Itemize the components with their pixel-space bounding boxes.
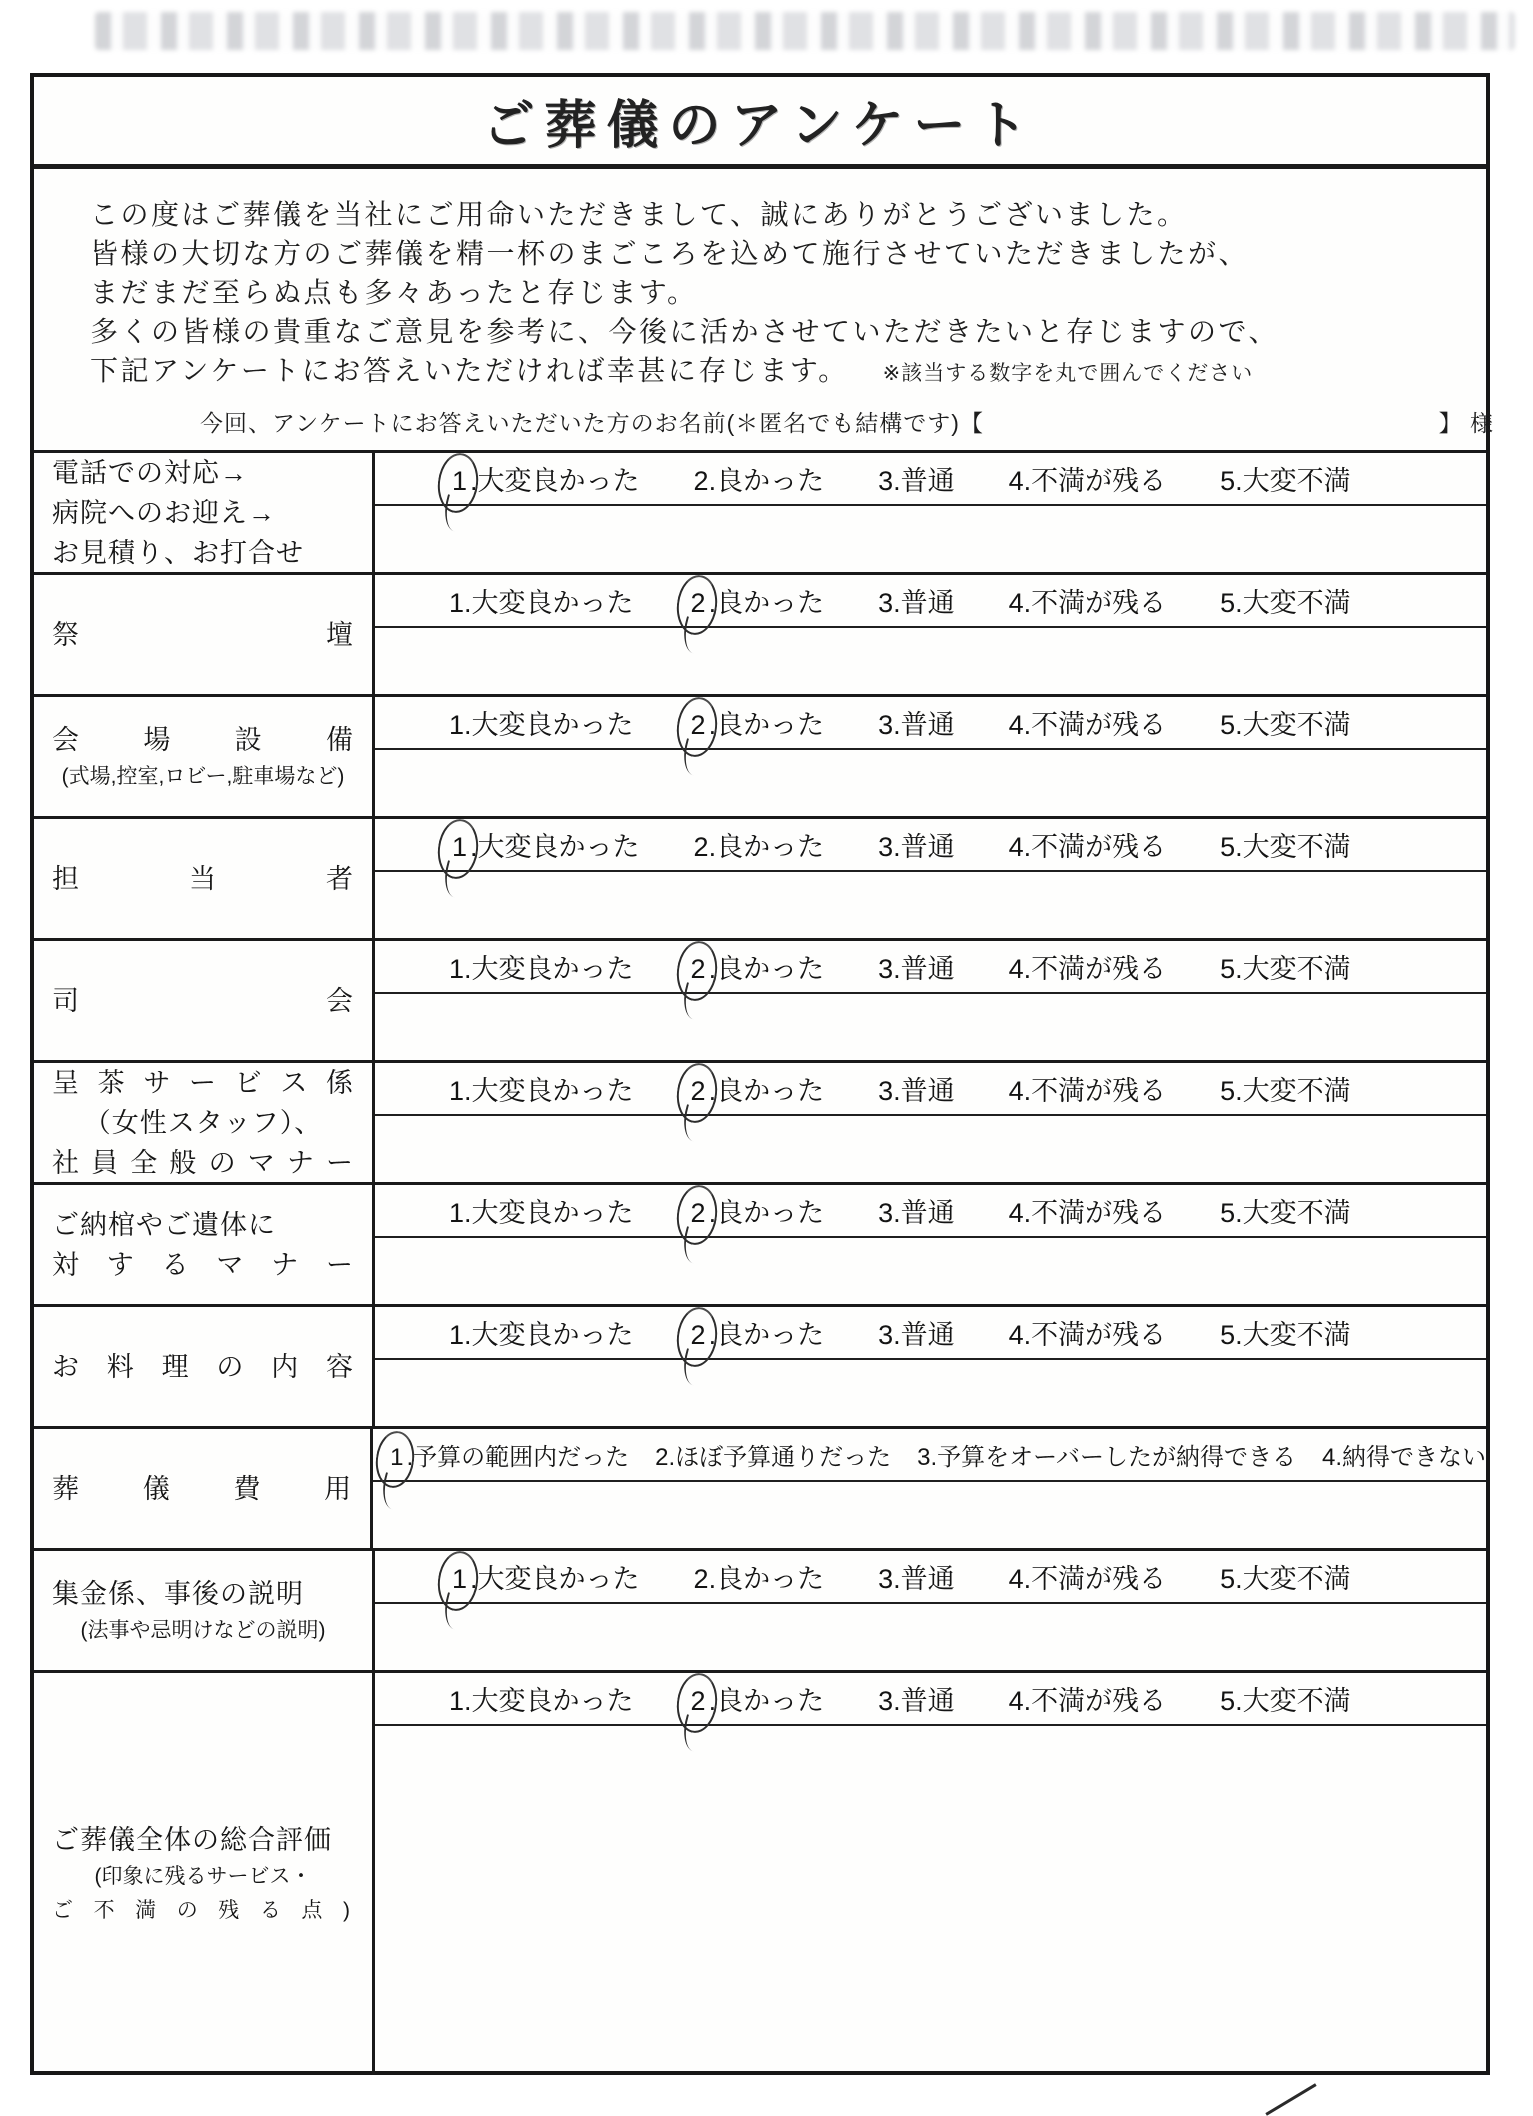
option-4: 4.不満が残る — [1008, 466, 1167, 496]
options-line — [375, 453, 1486, 506]
row-answers — [375, 1307, 1486, 1426]
intro-section — [34, 169, 1494, 450]
comment-space — [375, 1116, 1486, 1182]
options-line — [375, 941, 1486, 994]
comment-space — [375, 1726, 1486, 2075]
row-label-line: 社員全般のマナー — [52, 1147, 354, 1178]
survey-row — [34, 941, 1486, 1063]
option-4: 4.不満が残る — [1008, 1198, 1167, 1228]
row-label — [34, 697, 375, 816]
comment-space — [375, 750, 1486, 816]
row-label — [34, 1429, 373, 1548]
option-5: 5.大変不満 — [1220, 466, 1351, 496]
option-2: 2.ほぼ予算通りだった — [655, 1444, 892, 1471]
survey-row — [34, 1551, 1486, 1673]
option-2: 2 .良かった — [688, 1191, 825, 1230]
option-1: 1 .大変良かった — [449, 825, 640, 864]
name-prompt: 今回、アンケートにお答えいただいた方のお名前(＊匿名でも結構です)【 — [200, 410, 984, 436]
row-answers — [375, 1063, 1486, 1182]
title-bar — [34, 77, 1486, 169]
survey-row — [34, 1185, 1486, 1307]
row-label — [34, 453, 375, 572]
respondent-name-line — [200, 405, 1494, 438]
circled-answer-mark: 1 — [449, 1564, 470, 1595]
circled-answer-mark: 2 — [688, 710, 709, 741]
option-4: 4.不満が残る — [1008, 954, 1167, 984]
row-label-line: ご納棺やご遺体に — [52, 1209, 276, 1240]
option-5: 5.大変不満 — [1220, 1564, 1351, 1594]
circled-answer-mark: 2 — [688, 1320, 709, 1351]
intro-line-3: まだまだ至らぬ点も多々あったと存じます。 — [90, 277, 698, 308]
row-label — [34, 941, 375, 1060]
option-2: 2.良かった — [693, 832, 825, 862]
survey-row — [34, 697, 1486, 819]
circled-answer-mark: 1 — [387, 1444, 406, 1472]
survey-form — [30, 73, 1494, 2075]
comment-space — [375, 872, 1486, 938]
option-5: 5.大変不満 — [1220, 1686, 1351, 1716]
option-3: 3.普通 — [878, 1076, 955, 1106]
option-3: 3.普通 — [878, 1564, 955, 1594]
options-line — [375, 1673, 1486, 1726]
option-1: 1.大変良かった — [449, 1198, 634, 1228]
row-label — [34, 1551, 375, 1670]
name-suffix: 】 様 — [1438, 410, 1494, 436]
option-4: 4.不満が残る — [1008, 1076, 1167, 1106]
row-label-line: 司会 — [52, 985, 354, 1016]
comment-space — [375, 506, 1486, 572]
row-label-line: ご不満の残る点) — [52, 1899, 354, 1922]
options-line — [375, 1063, 1486, 1116]
survey-table — [34, 450, 1486, 2075]
options-line — [375, 819, 1486, 872]
row-label-line: お料理の内容 — [52, 1351, 354, 1382]
option-4: 4.納得できない — [1321, 1444, 1486, 1471]
comment-space — [375, 1238, 1486, 1304]
option-5: 5.大変不満 — [1220, 832, 1351, 862]
circled-answer-mark: 1 — [449, 466, 470, 497]
option-1: 1 .大変良かった — [449, 459, 640, 498]
option-3: 3.普通 — [878, 588, 955, 618]
row-answers — [375, 1551, 1486, 1670]
circled-answer-mark: 2 — [688, 1686, 709, 1717]
option-5: 5.大変不満 — [1220, 588, 1351, 618]
survey-row — [34, 575, 1486, 697]
circled-answer-mark: 2 — [688, 954, 709, 985]
survey-row — [34, 1063, 1486, 1185]
row-answers — [375, 819, 1486, 938]
intro-line-4: 多くの皆様の貴重なご意見を参考に、今後に活かさせていただきたいと存じますので、 — [90, 316, 1279, 347]
form-title: ご葬儀のアンケート — [482, 97, 1038, 155]
row-label-line: お見積り、お打合せ — [52, 537, 304, 568]
comment-space — [375, 994, 1486, 1060]
option-4: 4.不満が残る — [1008, 588, 1167, 618]
options-line — [375, 697, 1486, 750]
row-label-line: 葬儀費用 — [52, 1473, 353, 1504]
option-1: 1 .大変良かった — [449, 1557, 640, 1596]
intro-line-2: 皆様の大切な方のご葬儀を精一杯のまごころを込めて施行させていただきましたが、 — [90, 238, 1250, 269]
option-2: 2.良かった — [693, 1564, 825, 1594]
options-line — [375, 1307, 1486, 1360]
row-label-line: (法事や忌明けなどの説明) — [80, 1618, 326, 1642]
circled-answer-mark: 1 — [449, 832, 470, 863]
options-line — [373, 1429, 1486, 1482]
row-label-line: 担当者 — [52, 863, 354, 894]
option-2: 2 .良かった — [688, 1069, 825, 1108]
option-5: 5.大変不満 — [1220, 710, 1351, 740]
survey-row — [34, 1307, 1486, 1429]
option-3: 3.普通 — [878, 1686, 955, 1716]
option-3: 3.普通 — [878, 1198, 955, 1228]
option-5: 5.大変不満 — [1220, 1198, 1351, 1228]
row-answers — [375, 941, 1486, 1060]
option-5: 5.大変不満 — [1220, 1320, 1351, 1350]
row-label-line: 病院へのお迎え→ — [52, 497, 276, 528]
intro-line-1: この度はご葬儀を当社にご用命いただきまして、誠にありがとうございました。 — [90, 199, 1188, 230]
row-answers — [375, 453, 1486, 572]
option-3: 3.普通 — [878, 954, 955, 984]
pen-stroke-mark — [1265, 2083, 1316, 2115]
circle-instruction-note: ※該当する数字を丸で囲んでください — [882, 362, 1254, 385]
row-label — [34, 1063, 375, 1182]
row-label-line: 電話での対応→ — [52, 457, 248, 488]
option-2: 2 .良かった — [688, 581, 825, 620]
option-5: 5.大変不満 — [1220, 1076, 1351, 1106]
row-label — [34, 1307, 375, 1426]
option-3: 3.普通 — [878, 710, 955, 740]
row-label-line: （女性スタッフ）、 — [83, 1107, 323, 1138]
circled-answer-mark: 2 — [688, 588, 709, 619]
row-label — [34, 575, 375, 694]
intro-line-5-text: 下記アンケートにお答えいただければ幸甚に存じます。 — [90, 355, 849, 386]
option-4: 4.不満が残る — [1008, 710, 1167, 740]
row-label-line: 会場設備 — [52, 724, 354, 755]
scan-bleed-through — [95, 12, 1515, 50]
option-1: 1 .予算の範囲内だった — [387, 1437, 629, 1472]
row-answers — [375, 575, 1486, 694]
option-1: 1.大変良かった — [449, 1686, 634, 1716]
options-line — [375, 1185, 1486, 1238]
option-3: 3.予算をオーバーしたが納得できる — [917, 1444, 1296, 1471]
option-1: 1.大変良かった — [449, 710, 634, 740]
option-1: 1.大変良かった — [449, 1320, 634, 1350]
comment-space — [375, 1360, 1486, 1426]
comment-space — [373, 1482, 1486, 1548]
option-2: 2 .良かった — [688, 1679, 825, 1718]
survey-row — [34, 1673, 1486, 2075]
option-1: 1.大変良かった — [449, 588, 634, 618]
option-3: 3.普通 — [878, 1320, 955, 1350]
row-answers — [375, 1185, 1486, 1304]
survey-row — [34, 819, 1486, 941]
comment-space — [375, 628, 1486, 694]
row-label-line: ご葬儀全体の総合評価 — [52, 1825, 332, 1855]
option-4: 4.不満が残る — [1008, 1564, 1167, 1594]
option-1: 1.大変良かった — [449, 1076, 634, 1106]
option-5: 5.大変不満 — [1220, 954, 1351, 984]
row-label — [34, 1673, 375, 2075]
option-2: 2 .良かった — [688, 703, 825, 742]
circled-answer-mark: 2 — [688, 1198, 709, 1229]
row-label-line: (式場,控室,ロビー,駐車場など) — [61, 764, 345, 788]
option-3: 3.普通 — [878, 832, 955, 862]
row-answers — [375, 697, 1486, 816]
option-2: 2 .良かった — [688, 947, 825, 986]
row-answers — [375, 1673, 1486, 2075]
option-2: 2.良かった — [693, 466, 825, 496]
row-label — [34, 1185, 375, 1304]
row-answers — [373, 1429, 1486, 1548]
row-label-line: 祭壇 — [52, 619, 354, 650]
intro-line-5 — [90, 351, 1446, 393]
row-label — [34, 819, 375, 938]
option-4: 4.不満が残る — [1008, 832, 1167, 862]
row-label-line: (印象に残るサービス・ — [94, 1865, 312, 1888]
options-line — [375, 1551, 1486, 1604]
row-label-line: 対するマナー — [52, 1249, 354, 1280]
circled-answer-mark: 2 — [688, 1076, 709, 1107]
option-4: 4.不満が残る — [1008, 1320, 1167, 1350]
comment-space — [375, 1604, 1486, 1670]
option-4: 4.不満が残る — [1008, 1686, 1167, 1716]
row-label-line: 集金係、事後の説明 — [52, 1578, 304, 1609]
option-2: 2 .良かった — [688, 1313, 825, 1352]
row-label-line: 呈茶サービス係 — [52, 1067, 354, 1098]
survey-row — [34, 453, 1486, 575]
options-line — [375, 575, 1486, 628]
option-1: 1.大変良かった — [449, 954, 634, 984]
survey-row — [34, 1429, 1486, 1551]
option-3: 3.普通 — [878, 466, 955, 496]
